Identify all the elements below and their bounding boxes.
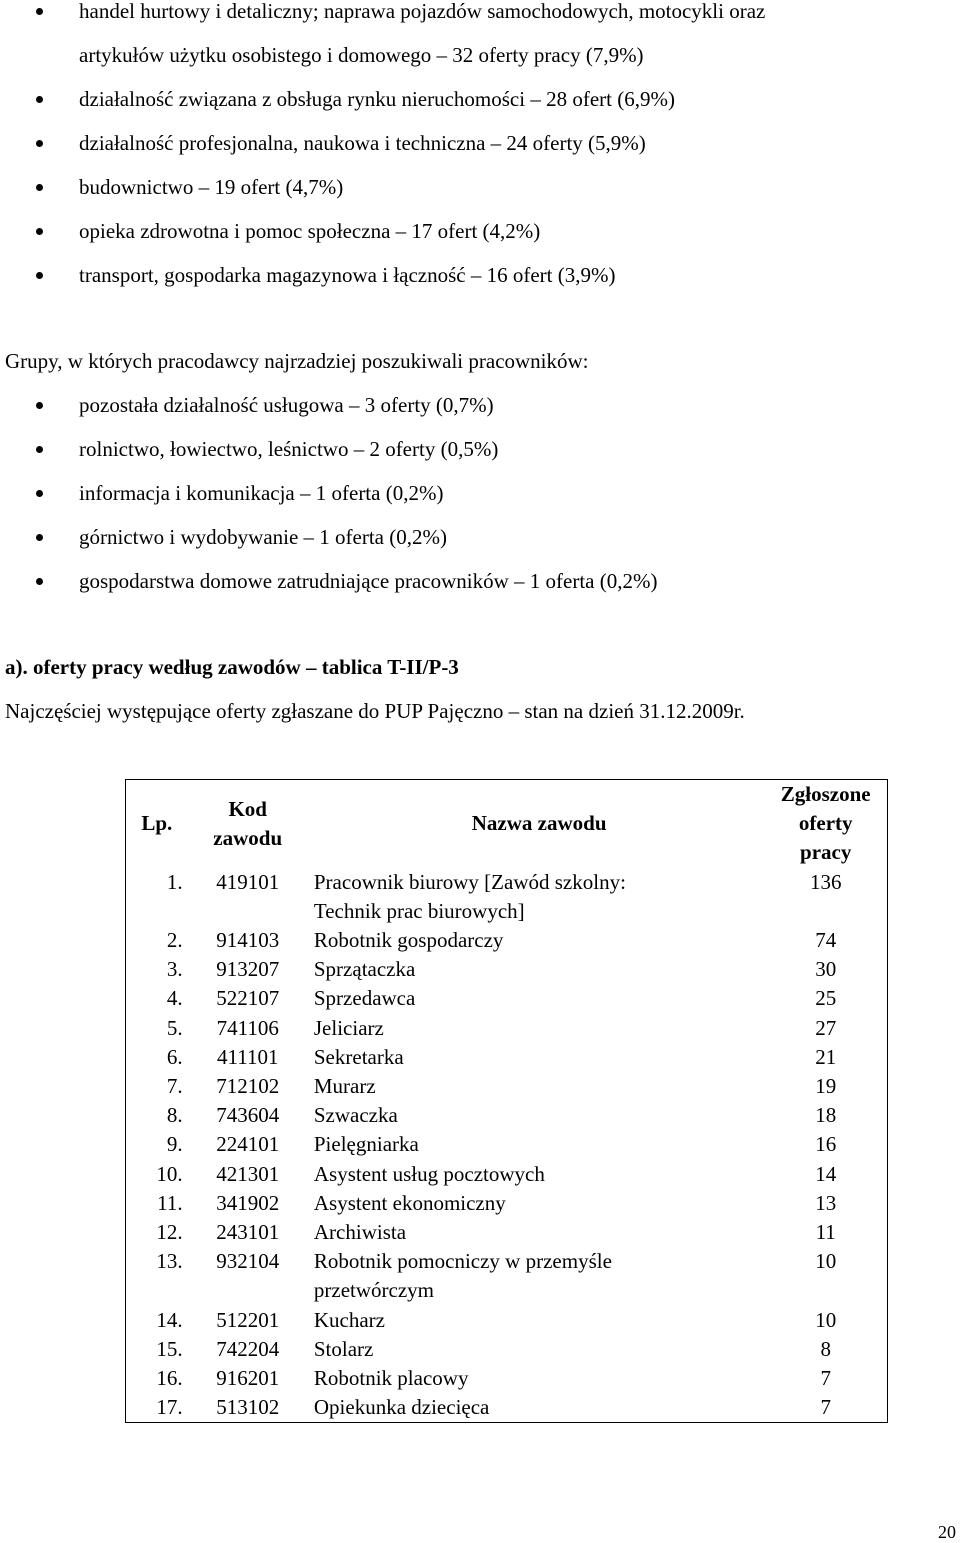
- cell-nazwa: [308, 1072, 765, 1101]
- rare-sector-list: [0, 392, 960, 612]
- rare-groups-heading: Grupy, w których pracodawcy najrzadziej poszukiwali pracowników:: [5, 349, 589, 373]
- table-row: [126, 868, 888, 926]
- cell-kod: 224101: [216, 1132, 280, 1157]
- cell-nazwa: [308, 1160, 765, 1189]
- section-title: a). oferty pracy według zawodów – tablica T-II/P-3: [5, 655, 459, 679]
- cell-lp: 8.: [166, 1103, 183, 1128]
- cell-lp: 16.: [156, 1366, 183, 1391]
- cell-nazwa: [308, 1189, 765, 1218]
- table-row: [126, 1247, 888, 1305]
- bullet-icon: [36, 228, 43, 235]
- cell-nazwa: [308, 1364, 765, 1393]
- list-item-text: budownictwo – 19 ofert (4,7%): [79, 175, 344, 199]
- header-nazwa: Nazwa zawodu: [471, 811, 607, 836]
- cell-kod: 243101: [216, 1220, 280, 1245]
- table-row: [126, 1189, 888, 1218]
- header-kod: [188, 780, 308, 868]
- cell-lp: 4.: [166, 986, 183, 1011]
- cell-lp: 17.: [156, 1395, 183, 1420]
- cell-nazwa: [308, 868, 765, 926]
- cell-nazwa: [308, 1306, 765, 1335]
- table-header-row: [126, 780, 888, 868]
- bullet-icon: [36, 184, 43, 191]
- list-item-text: transport, gospodarka magazynowa i łączność – 16 ofert (3,9%): [79, 263, 616, 287]
- bullet-icon: [36, 402, 43, 409]
- bullet-icon: [36, 96, 43, 103]
- cell-lp: 3.: [166, 957, 183, 982]
- list-item-text: pozostała działalność usługowa – 3 oferty (0,7%): [79, 393, 494, 417]
- cell-nazwa: [308, 1130, 765, 1159]
- header-oferty-line: oferty: [798, 811, 853, 836]
- table-row: [126, 1364, 888, 1393]
- cell-lp: 5.: [166, 1015, 183, 1040]
- table-row: [126, 1043, 888, 1072]
- cell-oferty: 8: [820, 1336, 831, 1361]
- cell-lp: 14.: [156, 1307, 183, 1332]
- cell-nazwa-line: Asystent ekonomiczny: [313, 1190, 506, 1215]
- cell-kod: 419101: [216, 869, 280, 894]
- cell-lp: 12.: [156, 1220, 183, 1245]
- cell-oferty: 10: [815, 1307, 837, 1332]
- cell-kod: 743604: [216, 1103, 280, 1128]
- cell-nazwa-line: Pracownik biurowy [Zawód szkolny:: [313, 869, 626, 894]
- cell-nazwa-line: Sekretarka: [313, 1044, 404, 1069]
- list-item: [0, 218, 960, 262]
- cell-lp: 9.: [166, 1132, 183, 1157]
- list-item: [0, 130, 960, 174]
- list-item-text: artykułów użytku osobistego i domowego – 32 oferty pracy (7,9%): [79, 43, 644, 67]
- cell-kod: 512201: [216, 1307, 280, 1332]
- table-row: [126, 1218, 888, 1247]
- cell-nazwa-line: Technik prac biurowych]: [313, 898, 525, 923]
- bullet-icon: [36, 446, 43, 453]
- cell-nazwa-line: Kucharz: [313, 1307, 385, 1332]
- cell-nazwa: [308, 955, 765, 984]
- list-item-text: rolnictwo, łowiectwo, leśnictwo – 2 oferty (0,5%): [79, 437, 499, 461]
- cell-nazwa-line: Robotnik gospodarczy: [313, 928, 504, 953]
- cell-nazwa-line: Opiekunka dziecięca: [313, 1395, 490, 1420]
- table-row: [126, 984, 888, 1013]
- cell-nazwa-line: Murarz: [313, 1074, 376, 1099]
- list-item-text: informacja i komunikacja – 1 oferta (0,2%): [79, 481, 444, 505]
- list-item-text: gospodarstwa domowe zatrudniające pracowników – 1 oferta (0,2%): [79, 569, 658, 593]
- cell-oferty: 10: [815, 1249, 837, 1274]
- cell-nazwa: [308, 984, 765, 1013]
- occupations-table: [125, 779, 888, 1423]
- cell-lp: 11.: [157, 1190, 183, 1215]
- bullet-icon: [36, 578, 43, 585]
- cell-nazwa-line: Pielęgniarka: [313, 1132, 419, 1157]
- cell-oferty: 13: [815, 1190, 837, 1215]
- cell-nazwa-line: Robotnik pomocniczy w przemyśle: [313, 1249, 612, 1274]
- cell-oferty: 19: [815, 1074, 837, 1099]
- cell-nazwa: [308, 1218, 765, 1247]
- cell-kod: 712102: [216, 1074, 280, 1099]
- table-body: [126, 868, 888, 1423]
- bullet-icon: [36, 534, 43, 541]
- cell-oferty: 7: [820, 1366, 831, 1391]
- cell-lp: 7.: [166, 1074, 183, 1099]
- cell-nazwa-line: Archiwista: [313, 1220, 407, 1245]
- cell-lp: 1.: [166, 869, 183, 894]
- cell-kod: 932104: [216, 1249, 280, 1274]
- table-row: [126, 1160, 888, 1189]
- header-kod-line: Kod: [228, 796, 267, 821]
- cell-oferty: 18: [815, 1103, 837, 1128]
- cell-nazwa-line: Sprzedawca: [313, 986, 416, 1011]
- table-row: [126, 1306, 888, 1335]
- cell-lp: 10.: [156, 1161, 183, 1186]
- list-item: [0, 86, 960, 130]
- list-item: [0, 262, 960, 306]
- header-kod-line: zawodu: [213, 825, 283, 850]
- header-oferty-line: Zgłoszone: [780, 782, 871, 806]
- cell-nazwa-line: Robotnik placowy: [313, 1366, 469, 1391]
- cell-nazwa: [308, 1335, 765, 1364]
- cell-oferty: 74: [815, 928, 837, 953]
- bullet-icon: [36, 490, 43, 497]
- cell-kod: 411101: [217, 1044, 279, 1069]
- header-oferty: [764, 780, 887, 868]
- page-number: 20: [938, 1522, 956, 1542]
- cell-oferty: 136: [809, 869, 842, 894]
- cell-oferty: 14: [815, 1161, 837, 1186]
- cell-oferty: 27: [815, 1015, 837, 1040]
- cell-nazwa-line: Szwaczka: [313, 1103, 398, 1128]
- cell-lp: 6.: [166, 1044, 183, 1069]
- cell-oferty: 21: [815, 1044, 837, 1069]
- cell-oferty: 25: [815, 986, 837, 1011]
- cell-kod: 916201: [216, 1366, 280, 1391]
- bullet-icon: [36, 140, 43, 147]
- table-row: [126, 1393, 888, 1423]
- cell-kod: 421301: [216, 1161, 280, 1186]
- list-item: [0, 0, 960, 86]
- list-item: [0, 174, 960, 218]
- cell-kod: 914103: [216, 928, 280, 953]
- list-item: [0, 480, 960, 524]
- table-row: [126, 955, 888, 984]
- cell-oferty: 11: [815, 1220, 836, 1245]
- cell-lp: 13.: [156, 1249, 183, 1274]
- cell-nazwa-line: przetwórczym: [313, 1278, 434, 1303]
- cell-kod: 341902: [216, 1190, 280, 1215]
- cell-lp: 15.: [156, 1336, 183, 1361]
- list-item-text: działalność związana z obsługa rynku nieruchomości – 28 ofert (6,9%): [79, 87, 675, 111]
- cell-nazwa: [308, 1014, 765, 1043]
- section-subtitle: Najczęściej występujące oferty zgłaszane do PUP Pajęczno – stan na dzień 31.12.2009r.: [5, 699, 745, 723]
- header-oferty-line: pracy: [800, 840, 852, 865]
- list-item-text: działalność profesjonalna, naukowa i techniczna – 24 oferty (5,9%): [79, 131, 646, 155]
- cell-nazwa: [308, 926, 765, 955]
- header-lp: Lp.: [141, 811, 173, 836]
- cell-lp: 2.: [166, 928, 183, 953]
- list-item-text: górnictwo i wydobywanie – 1 oferta (0,2%): [79, 525, 447, 549]
- list-item: [0, 392, 960, 436]
- bullet-icon: [36, 272, 43, 279]
- cell-oferty: 30: [815, 957, 837, 982]
- cell-nazwa-line: Asystent usług pocztowych: [313, 1161, 545, 1186]
- table-row: [126, 1072, 888, 1101]
- table-row: [126, 1130, 888, 1159]
- cell-kod: 513102: [216, 1395, 280, 1420]
- cell-kod: 913207: [216, 957, 280, 982]
- table-row: [126, 926, 888, 955]
- cell-nazwa-line: Jeliciarz: [313, 1015, 384, 1040]
- list-item-text: handel hurtowy i detaliczny; naprawa pojazdów samochodowych, motocykli oraz: [79, 0, 766, 23]
- cell-nazwa: [308, 1393, 765, 1423]
- top-sector-list: [0, 0, 960, 306]
- cell-nazwa: [308, 1247, 765, 1305]
- cell-kod: 741106: [216, 1015, 279, 1040]
- list-item: [0, 568, 960, 612]
- cell-kod: 522107: [216, 986, 280, 1011]
- cell-kod: 742204: [216, 1336, 280, 1361]
- bullet-icon: [36, 8, 43, 15]
- list-item: [0, 524, 960, 568]
- cell-nazwa: [308, 1101, 765, 1130]
- cell-nazwa: [308, 1043, 765, 1072]
- table-row: [126, 1014, 888, 1043]
- list-item-text: opieka zdrowotna i pomoc społeczna – 17 ofert (4,2%): [79, 219, 541, 243]
- list-item: [0, 436, 960, 480]
- table-row: [126, 1101, 888, 1130]
- cell-nazwa-line: Stolarz: [313, 1336, 374, 1361]
- cell-oferty: 7: [820, 1395, 831, 1420]
- cell-nazwa-line: Sprzątaczka: [313, 957, 416, 982]
- table-row: [126, 1335, 888, 1364]
- cell-oferty: 16: [815, 1132, 837, 1157]
